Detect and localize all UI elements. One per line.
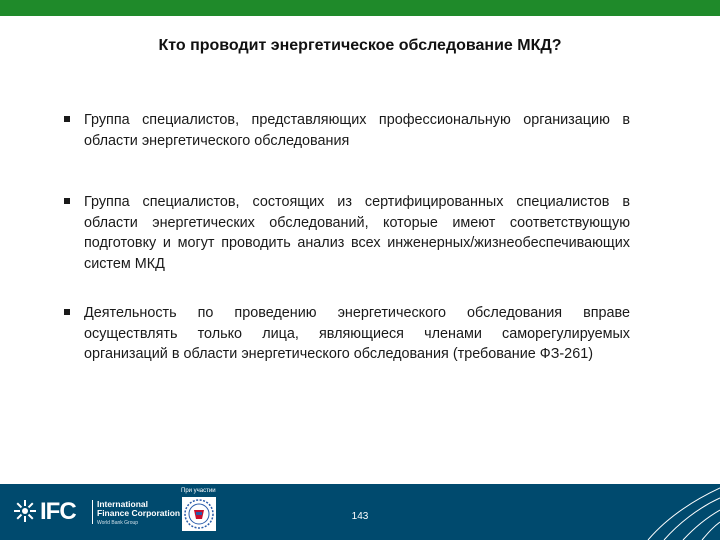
bullet-item xyxy=(64,303,630,365)
bullet-marker-icon xyxy=(64,309,70,315)
ifc-org-line1: International xyxy=(97,499,149,509)
bullet-text: Деятельность по проведению энергетического обследования вправе осуществлять только лица, являющиеся членами саморегулируемых организаций в области энергетического обследования (требование ФЗ-261) xyxy=(84,305,630,362)
support-caption: При участии xyxy=(181,488,216,494)
ifc-org-line2: Finance Corporation xyxy=(97,508,181,518)
slide-title: Кто проводит энергетическое обследование МКД? xyxy=(158,37,562,54)
slide-number: 143 xyxy=(351,511,369,522)
bullet-marker-icon xyxy=(64,198,70,204)
bullet-text: Группа специалистов, представляющих профессиональную организацию в области энергетического обследования xyxy=(84,112,630,149)
bullet-marker-icon xyxy=(64,116,70,122)
top-accent-bar xyxy=(0,0,720,16)
ifc-logo-letters: IFC xyxy=(40,498,76,525)
ifc-org-group: World Bank Group xyxy=(97,520,139,526)
bullet-text: Группа специалистов, состоящих из сертифицированных специалистов в области энергетических обследований, которые имеют соответствующую подготовку и могут проводить анализ всех инженерных/жизнеобеспечивающих систем МКД xyxy=(84,194,630,272)
bullet-item xyxy=(64,110,630,151)
bullet-item xyxy=(64,192,630,274)
footer-bar xyxy=(0,484,720,540)
